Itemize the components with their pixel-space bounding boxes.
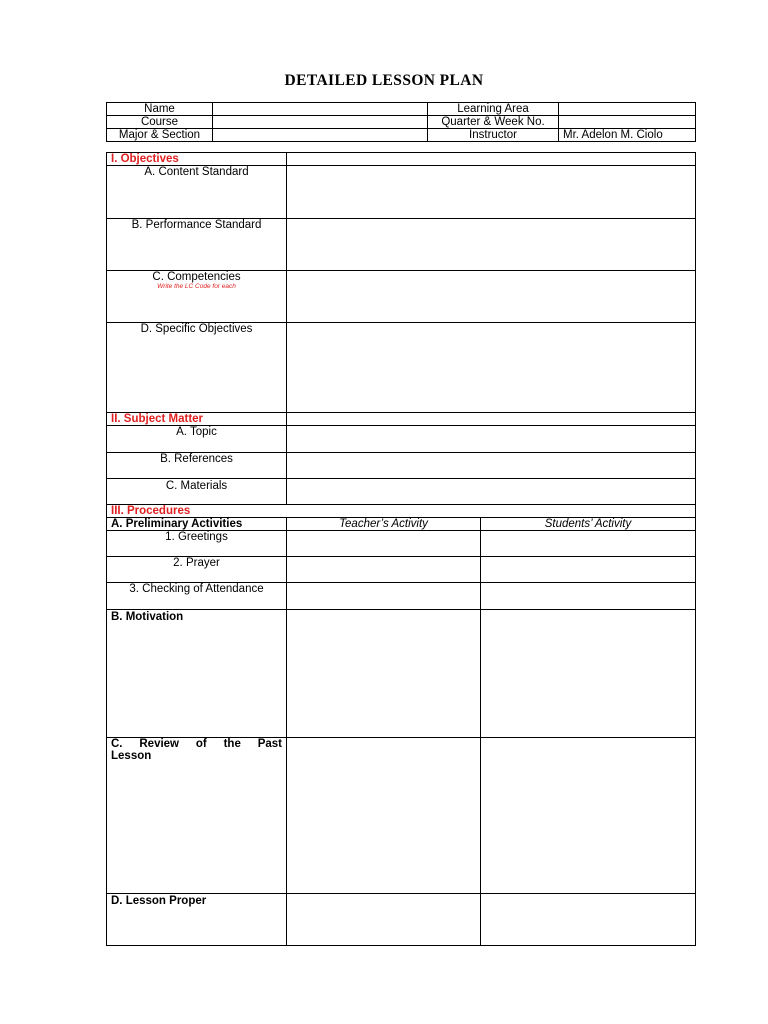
lesson-plan-table	[106, 152, 696, 946]
name-field[interactable]	[213, 103, 428, 116]
prayer-label: 2. Prayer	[107, 557, 287, 583]
motivation-students-field[interactable]	[481, 610, 696, 738]
competencies-text: C. Competencies	[152, 271, 241, 283]
competencies-note: Write the LC Code for each	[157, 283, 236, 290]
materials-label: C. Materials	[107, 479, 287, 505]
content-standard-label: A. Content Standard	[107, 166, 287, 219]
prayer-students-field[interactable]	[481, 557, 696, 583]
objectives-heading: I. Objectives	[107, 153, 287, 166]
motivation-teacher-field[interactable]	[287, 610, 481, 738]
students-activity-header: Students’ Activity	[481, 518, 696, 531]
preliminary-activities-label: A. Preliminary Activities	[107, 518, 287, 531]
references-label: B. References	[107, 453, 287, 479]
learning-area-label: Learning Area	[428, 103, 559, 116]
quarter-label: Quarter & Week No.	[428, 116, 559, 129]
specific-objectives-field[interactable]	[287, 323, 696, 413]
quarter-field[interactable]	[559, 116, 696, 129]
attendance-students-field[interactable]	[481, 583, 696, 610]
greetings-students-field[interactable]	[481, 531, 696, 557]
lesson-proper-teacher-field[interactable]	[287, 894, 481, 946]
objectives-heading-field[interactable]	[287, 153, 696, 166]
procedures-heading: III. Procedures	[107, 505, 696, 518]
competencies-field[interactable]	[287, 271, 696, 323]
review-students-field[interactable]	[481, 738, 696, 894]
course-label: Course	[107, 116, 213, 129]
major-field[interactable]	[213, 129, 428, 142]
prayer-teacher-field[interactable]	[287, 557, 481, 583]
instructor-field[interactable]: Mr. Adelon M. Ciolo	[559, 129, 696, 142]
references-field[interactable]	[287, 453, 696, 479]
attendance-teacher-field[interactable]	[287, 583, 481, 610]
instructor-label: Instructor	[428, 129, 559, 142]
subject-matter-heading-field[interactable]	[287, 413, 696, 426]
attendance-label: 3. Checking of Attendance	[107, 583, 287, 610]
lesson-proper-students-field[interactable]	[481, 894, 696, 946]
competencies-label	[107, 271, 287, 323]
materials-field[interactable]	[287, 479, 696, 505]
learning-area-field[interactable]	[559, 103, 696, 116]
name-label: Name	[107, 103, 213, 116]
review-label-line2: Lesson	[111, 750, 152, 762]
course-field[interactable]	[213, 116, 428, 129]
greetings-teacher-field[interactable]	[287, 531, 481, 557]
subject-matter-heading: II. Subject Matter	[107, 413, 287, 426]
review-teacher-field[interactable]	[287, 738, 481, 894]
performance-standard-field[interactable]	[287, 219, 696, 271]
lesson-proper-label: D. Lesson Proper	[107, 894, 287, 946]
review-label-line1: C. Review of the Past	[111, 738, 282, 750]
page-title: DETAILED LESSON PLAN	[284, 72, 484, 89]
motivation-label: B. Motivation	[107, 610, 287, 738]
review-label	[107, 738, 287, 894]
content-standard-field[interactable]	[287, 166, 696, 219]
topic-field[interactable]	[287, 426, 696, 453]
major-label: Major & Section	[107, 129, 213, 142]
specific-objectives-label: D. Specific Objectives	[107, 323, 287, 413]
teacher-activity-header: Teacher’s Activity	[287, 518, 481, 531]
info-table	[106, 102, 696, 142]
greetings-label: 1. Greetings	[107, 531, 287, 557]
performance-standard-label: B. Performance Standard	[107, 219, 287, 271]
topic-label: A. Topic	[107, 426, 287, 453]
